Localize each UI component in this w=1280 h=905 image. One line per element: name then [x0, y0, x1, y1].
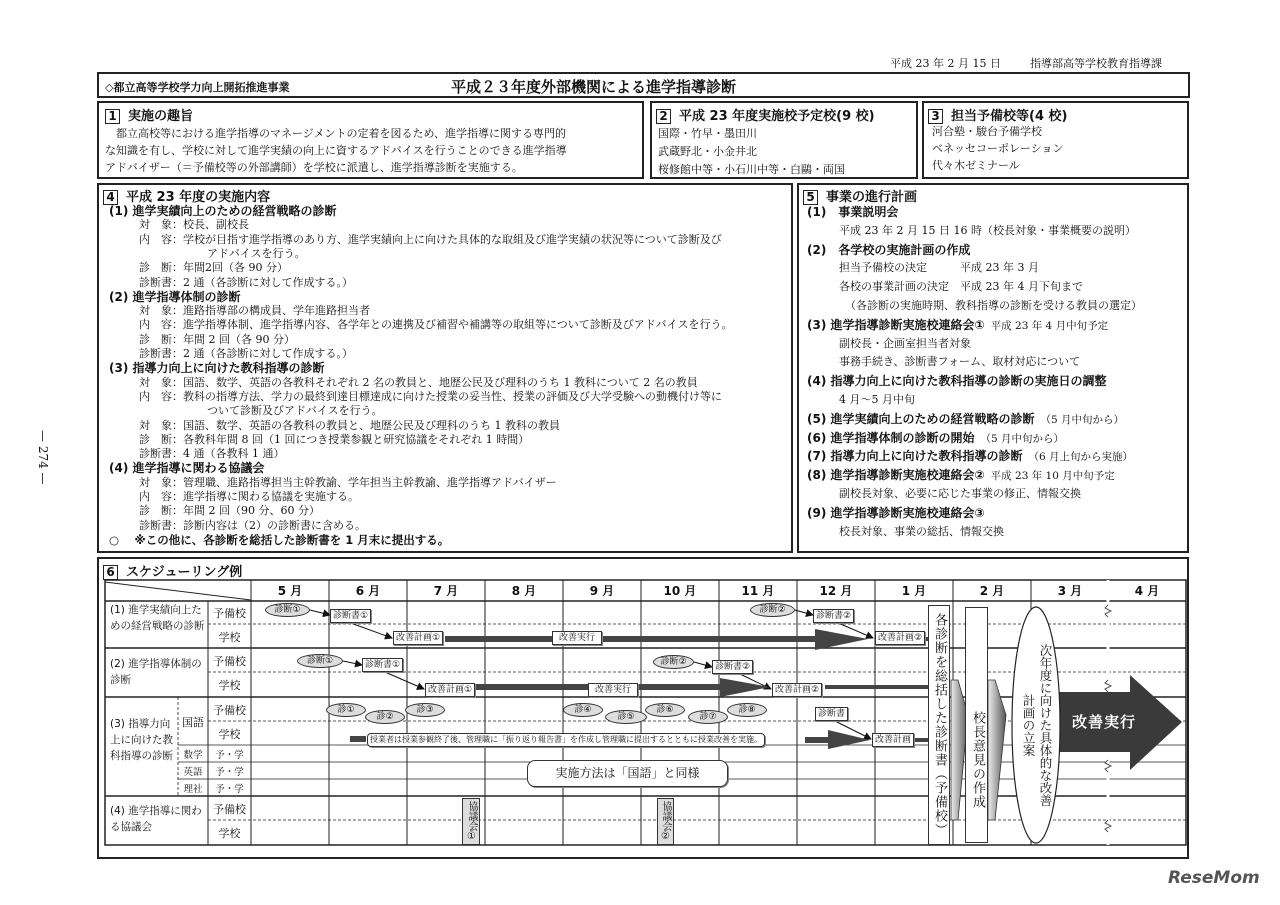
progress-text: (6) 進学指導体制の診断の開始	[807, 430, 975, 445]
progress-text: (5) 進学実績向上のための経営戦略の診断	[807, 411, 1035, 426]
implementation-item: 診断書：2 通（各診断に対して作成する。）	[139, 275, 353, 289]
section-title: 実施の趣旨	[128, 109, 194, 124]
event-report: 診断書②	[813, 609, 854, 623]
implementation-item: 診 断：年間2回（各 90 分）	[139, 261, 288, 275]
progress-date: （6 月上旬から実施）	[1028, 451, 1134, 464]
page-title: 平成２３年度外部機関による進学指導診断	[451, 78, 737, 96]
event-report: 診断書①	[330, 609, 371, 623]
progress-text: 副校長・企画室担当者対象	[839, 336, 971, 350]
school-label: 学校	[218, 728, 241, 741]
section-title: 担当予備校等(4 校)	[951, 109, 1068, 124]
subject-math: 数学	[183, 750, 203, 761]
subject-english: 英語	[183, 767, 203, 778]
month-jun: 6 月	[355, 584, 381, 598]
section-title: スケジューリング例	[126, 565, 243, 580]
school-label: 学校	[218, 631, 241, 644]
summary-report-box: 各診断を総括した診断書（予備校）	[928, 605, 950, 845]
school-list-line: 桜修館中等・小石川中等・白鷗・両国	[658, 163, 845, 176]
implementation-note: ○ ※この他に、各診断を総括した診断書を 1 月末に提出する。	[109, 532, 450, 547]
row-label-subject: (3) 指導力向上に向けた教科指導の診断	[110, 718, 173, 762]
section-number: 6	[103, 565, 118, 580]
page-number: — 274 —	[36, 430, 50, 485]
event-session: 診⑧	[727, 703, 767, 717]
principal-opinion-box: 校長意見の作成	[965, 607, 988, 843]
implementation-item: 対 象：国語、数学、英語の各教科の教員と、地歴公民及び理科のうち 1 教科の教員	[139, 418, 560, 432]
school-list-line: 武蔵野北・小金井北	[658, 145, 757, 158]
subject-japanese: 国語	[182, 716, 204, 729]
implementation-item: 対 象：校長、副校長	[139, 218, 249, 232]
event-execution: 改善実行	[552, 631, 602, 645]
implementation-item: 内 容：進学指導体制、進学指導内容、各学年との連携及び補習や補講等の取組等について診断及びアドバイスを行う。	[139, 318, 733, 332]
implementation-item: 診断書：診断内容は（2）の診断書に含める。	[139, 518, 366, 532]
next-year-plan-ellipse: 次年度に向けた具体的な改善計画の立案	[1021, 643, 1053, 807]
event-report: 診断書②	[712, 660, 753, 674]
implementation-item: 診 断：年間 2 回（各 90 分）	[139, 332, 295, 346]
implementation-item: 診 断：年間 2 回（90 分、60 分）	[139, 504, 320, 518]
month-jul: 7 月	[433, 584, 459, 598]
event-diagnosis: 診断②	[653, 655, 694, 669]
progress-date: 平成 23 年 10 月中旬予定	[990, 470, 1115, 483]
event-diagnosis: 診断②	[750, 603, 795, 617]
school-list-line: 国際・竹早・墨田川	[658, 127, 757, 140]
month-feb: 2 月	[979, 584, 1005, 598]
resemom-logo: ReseMom	[1168, 868, 1260, 888]
event-diagnosis: 診断①	[297, 654, 343, 668]
section-title: 平成 23 年度実施校予定校(9 校)	[679, 109, 875, 124]
month-dec: 12 月	[819, 584, 853, 598]
progress-text: (2) 各学校の実施計画の作成	[807, 242, 971, 257]
progress-text: 4 月～5 月中旬	[839, 393, 915, 406]
progress-text: （各診断の実施時期、教科指導の診断を受ける教員の選定）	[845, 299, 1142, 312]
month-jan: 1 月	[901, 584, 927, 598]
implementation-item: 診 断：各教科年間 8 回（1 回につき授業参観と研究協議をそれぞれ 1 時間）	[139, 432, 530, 446]
progress-text: 校長対象、事業の総括、情報交換	[839, 524, 1004, 538]
event-session: 診⑥	[645, 703, 685, 717]
progress-date: （5 月中旬から）	[980, 432, 1065, 445]
progress-date: 平成 23 年 4 月中旬予定	[990, 319, 1109, 332]
month-mar: 3 月	[1057, 584, 1083, 598]
event-diagnosis: 診断①	[265, 603, 310, 617]
text-line: 都立高校等における進学指導のマネージメントの定着を図るため、進学指導に関する専門的	[105, 127, 567, 140]
text-line: アドバイザー（＝予備校等の外部講師）を学校に派遣し、進学指導診断を実施する。	[105, 161, 523, 174]
section-number: 3	[928, 109, 943, 124]
same-method-note: 実施方法は「国語」と同様	[527, 760, 728, 787]
both-label: 予・学	[215, 750, 244, 761]
event-plan: 改善計画②	[875, 631, 925, 645]
implementation-continuation: ついて診断及びアドバイスを行う。	[207, 404, 383, 418]
section-title: 事業の進行計画	[826, 190, 918, 205]
implementation-heading: (1) 進学実績向上のための経営戦略の診断	[109, 204, 337, 218]
section-title: 平成 23 年度の実施内容	[126, 190, 271, 205]
event-plan: 改善計画①	[393, 631, 443, 645]
progress-date: （5 月中旬から）	[1040, 413, 1125, 426]
council-1: 協議会①	[462, 798, 480, 845]
implementation-heading: (2) 進学指導体制の診断	[109, 289, 241, 304]
event-report: 診断書	[815, 707, 848, 721]
event-session: 診④	[563, 703, 603, 717]
row-label-system: (2) 進学指導体制の診断	[110, 658, 202, 686]
month-apr: 4 月	[1134, 584, 1160, 598]
month-may: 5 月	[277, 584, 303, 598]
prep-label: 予備校	[213, 607, 246, 620]
section-number: 5	[803, 190, 818, 205]
implementation-heading: (3) 指導力向上に向けた教科指導の診断	[109, 361, 325, 376]
both-label: 予・学	[215, 784, 244, 795]
implementation-item: 内 容：進学指導に関わる協議を実施する。	[139, 490, 359, 503]
progress-text: 担当予備校の決定 平成 23 年 3 月	[839, 261, 1039, 275]
prep-school-line: 河合塾・駿台予備学校	[932, 125, 1042, 138]
school-label: 学校	[218, 827, 241, 840]
progress-text: (3) 進学指導診断実施校連絡会①	[807, 317, 985, 332]
implementation-item: 対 象：管理職、進路指導担当主幹教諭、学年担当主幹教諭、進学指導アドバイザー	[139, 475, 557, 489]
progress-text: 副校長対象、必要に応じた事業の修正、情報交換	[839, 487, 1081, 500]
progress-text: (7) 指導力向上に向けた教科指導の診断	[807, 449, 1023, 464]
program-name: ◇都立高等学校学力向上開拓推進事業	[105, 81, 290, 94]
prep-label: 予備校	[213, 704, 246, 717]
month-aug: 8 月	[511, 584, 537, 598]
subject-social-science: 理社	[183, 784, 203, 795]
council-2: 協議会②	[657, 798, 674, 845]
prep-school-line: ベネッセコーポレーション	[932, 142, 1064, 155]
progress-text: (1) 事業説明会	[807, 205, 899, 219]
school-label: 学校	[218, 679, 241, 692]
section-number: 4	[103, 190, 118, 205]
month-nov: 11 月	[741, 584, 775, 598]
department-name: 指導部高等学校教育指導課	[1030, 57, 1162, 70]
implementation-item: 対 象：進路指導部の構成員、学年進路担当者	[139, 304, 370, 318]
event-plan: 改善計画①	[425, 683, 475, 697]
event-session: 診③	[405, 703, 445, 717]
event-session: 診⑦	[688, 710, 728, 724]
implementation-heading: (4) 進学指導に関わる協議会	[109, 461, 265, 476]
event-execution: 改善実行	[588, 683, 638, 697]
text-line: な知識を有し、学校に対して進学実績の向上に資するアドバイスを行うことのできる進学指導	[105, 144, 567, 157]
final-execution-arrow: 改善実行	[1072, 713, 1137, 731]
implementation-item: 対 象：国語、数学、英語の各教科それぞれ 2 名の教員と、地歴公民及び理科のうち 1 教科について 2 名の教員	[139, 375, 698, 389]
progress-text: 各校の事業計画の決定 平成 23 年 4 月下旬まで	[839, 280, 1083, 294]
event-report: 診断書①	[362, 658, 403, 672]
section-number: 2	[656, 109, 671, 124]
row-label-council: (4) 進学指導に関わる協議会	[110, 805, 202, 833]
implementation-continuation: アドバイスを行う。	[207, 246, 306, 260]
event-session: 診①	[326, 703, 366, 717]
prep-school-line: 代々木ゼミナール	[932, 159, 1020, 172]
event-plan: 改善計画	[872, 733, 914, 747]
event-plan: 改善計画②	[772, 683, 822, 697]
prep-label: 予備校	[213, 655, 246, 668]
month-oct: 10 月	[663, 584, 697, 598]
progress-text: 平成 23 年 2 月 15 日 16 時（校長対象・事業概要の説明）	[839, 223, 1136, 237]
section-number: 1	[105, 109, 120, 124]
progress-text: (9) 進学指導診断実施校連絡会③	[807, 505, 985, 520]
implementation-item: 内 容：教科の指導方法、学力の最終到達目標達成に向けた授業の妥当性、授業の評価及び大学受験への動機付け等に	[139, 389, 722, 403]
document-date: 平成 23 年 2 月 15 日	[890, 57, 1001, 70]
row-label-management: (1) 進学実績向上ための経営戦略の診断	[110, 604, 205, 632]
implementation-item: 診断書：4 通（各教科 1 通）	[139, 447, 285, 461]
prep-label: 予備校	[213, 803, 246, 816]
progress-text: 事務手続き、診断書フォーム、取材対応について	[839, 355, 1081, 369]
both-label: 予・学	[215, 767, 244, 778]
implementation-item: 内 容：学校が目指す進学指導のあり方、進学実績向上に向けた具体的な取組及び進学実績の状況等について診断及び	[139, 232, 722, 246]
flow-note: 授業者は授業参観終了後、管理職に「振り返り報告書」を作成し管理職に提出するとともに授業改善を実施。	[367, 733, 765, 747]
progress-text: (8) 進学指導診断実施校連絡会②	[807, 468, 985, 483]
event-session: 診②	[365, 710, 405, 724]
implementation-item: 診断書：2 通（各診断に対して作成する。）	[139, 347, 353, 360]
month-sep: 9 月	[589, 584, 615, 598]
event-session: 診⑤	[605, 710, 647, 724]
progress-text: (4) 指導力向上に向けた教科指導の診断の実施日の調整	[807, 374, 1107, 389]
